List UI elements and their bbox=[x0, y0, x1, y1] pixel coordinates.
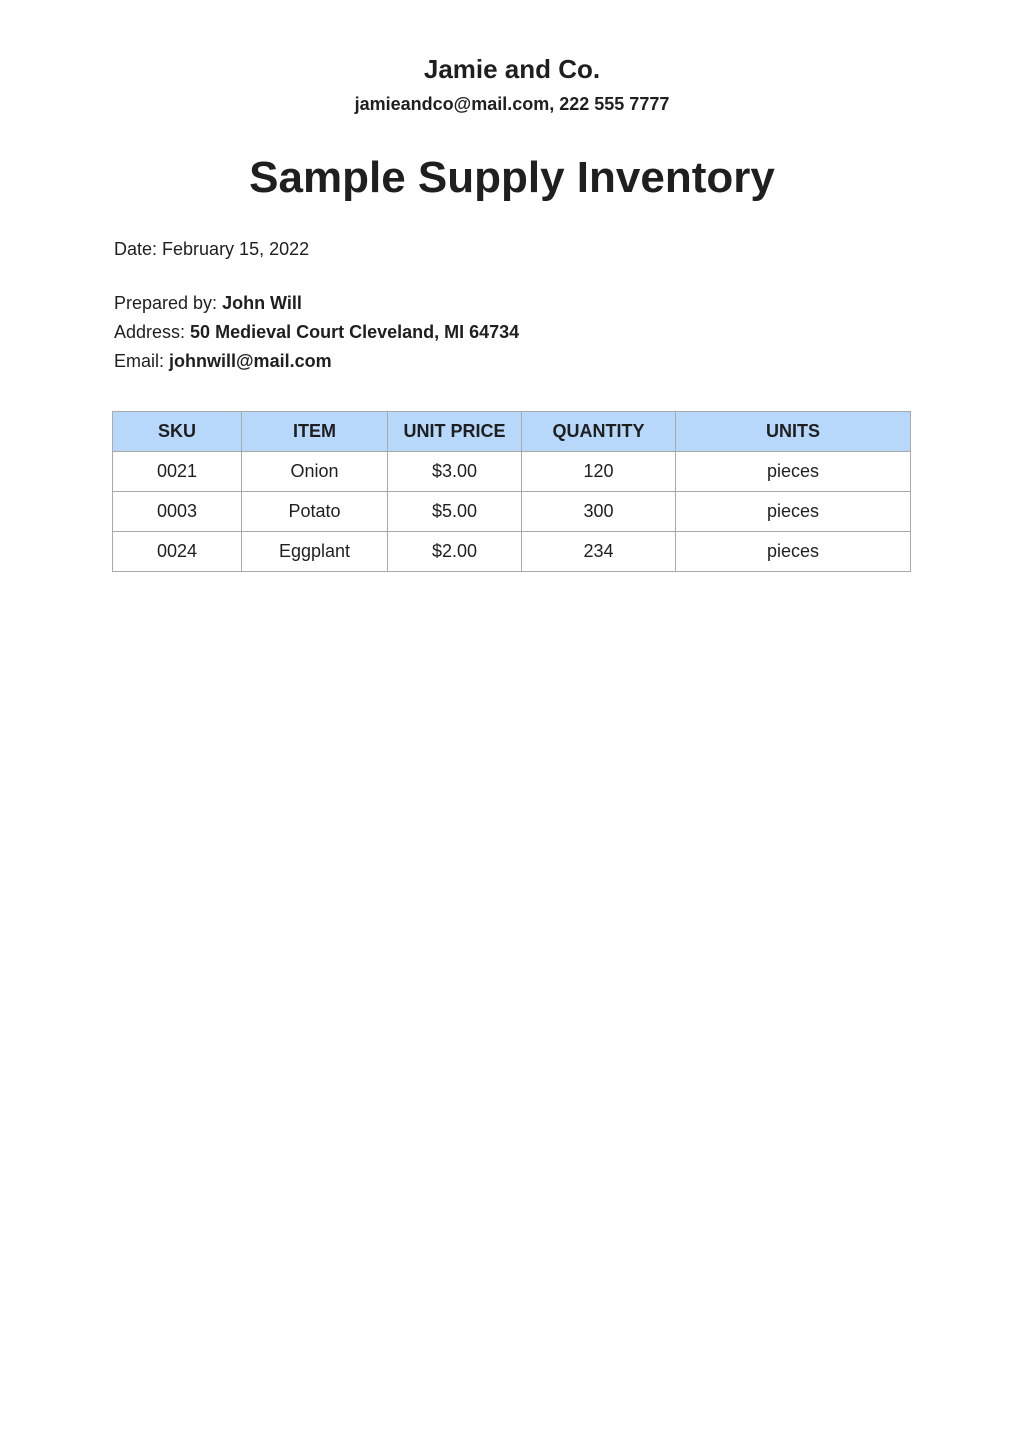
cell-units: pieces bbox=[676, 492, 911, 532]
column-header-sku: SKU bbox=[113, 412, 242, 452]
table-row bbox=[113, 492, 911, 532]
address-label: Address: bbox=[114, 322, 191, 342]
document-title: Sample Supply Inventory bbox=[249, 153, 775, 202]
column-header-quantity: QUANTITY bbox=[522, 412, 676, 452]
email-value: johnwill@mail.com bbox=[169, 351, 332, 371]
cell-sku: 0003 bbox=[113, 492, 242, 532]
cell-sku: 0024 bbox=[113, 532, 242, 572]
cell-item: Onion bbox=[242, 452, 388, 492]
prepared-by-value: John Will bbox=[222, 293, 302, 313]
table-header-row bbox=[113, 412, 911, 452]
email-line bbox=[114, 349, 332, 373]
date-line bbox=[114, 237, 309, 261]
column-header-item: ITEM bbox=[242, 412, 388, 452]
cell-unit-price: $2.00 bbox=[388, 532, 522, 572]
inventory-table bbox=[112, 411, 911, 572]
cell-unit-price: $3.00 bbox=[388, 452, 522, 492]
cell-quantity: 234 bbox=[522, 532, 676, 572]
address-line bbox=[114, 320, 519, 344]
prepared-by-line bbox=[114, 291, 302, 315]
email-label: Email: bbox=[114, 351, 170, 371]
table-row bbox=[113, 532, 911, 572]
company-name: Jamie and Co. bbox=[423, 54, 601, 84]
cell-quantity: 300 bbox=[522, 492, 676, 532]
column-header-unit-price: UNIT PRICE bbox=[388, 412, 522, 452]
date-label: Date: bbox=[114, 239, 163, 259]
table-row bbox=[113, 452, 911, 492]
cell-sku: 0021 bbox=[113, 452, 242, 492]
cell-units: pieces bbox=[676, 452, 911, 492]
address-value: 50 Medieval Court Cleveland, MI 64734 bbox=[190, 322, 520, 342]
date-value: February 15, 2022 bbox=[162, 239, 310, 259]
cell-unit-price: $5.00 bbox=[388, 492, 522, 532]
cell-item: Potato bbox=[242, 492, 388, 532]
company-contact: jamieandco@mail.com, 222 555 7777 bbox=[354, 94, 670, 114]
cell-item: Eggplant bbox=[242, 532, 388, 572]
cell-units: pieces bbox=[676, 532, 911, 572]
prepared-by-label: Prepared by: bbox=[114, 293, 223, 313]
column-header-units: UNITS bbox=[676, 412, 911, 452]
cell-quantity: 120 bbox=[522, 452, 676, 492]
